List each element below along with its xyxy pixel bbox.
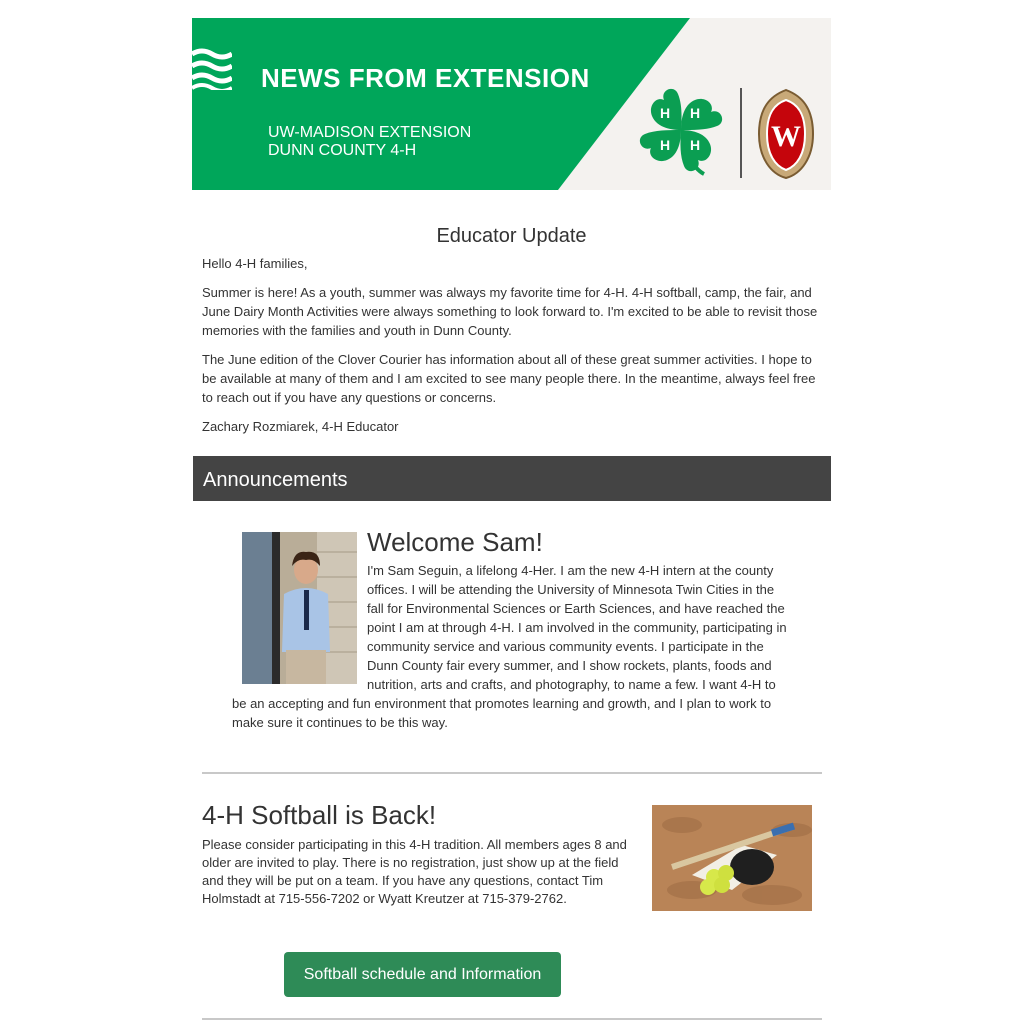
softball-text: Please consider participating in this 4-H tradition. All members ages 8 and older are invited to play. There is no registration, just show up at the field and they will be put on a team. If you have any questions, contact Tim Holmstadt at 715-556-7202 or Wyatt Kreutzer at 715-379-2762. bbox=[202, 837, 627, 906]
header-banner bbox=[192, 18, 831, 190]
4h-clover-logo bbox=[638, 86, 724, 178]
welcome-title: Welcome Sam! bbox=[367, 527, 543, 557]
banner-green-panel bbox=[192, 18, 831, 190]
svg-text:H: H bbox=[690, 105, 701, 121]
softball-title: 4-H Softball is Back! bbox=[202, 800, 437, 830]
welcome-text: I'm Sam Seguin, a lifelong 4-Her. I am the new 4-H intern at the county offices. I will be attending the University of Minnesota Twin Cities in the fall for Environmental Sciences or Earth Sciences, and have reached the point I am at through 4-H. I am involved in the community, participating in community service and various community events. I participate in the Dunn County fair every summer, and I show rockets, plants, foods and nutrition, arts and crafts, and photography, to name a few. I want 4-H to be an accepting and fun environment that promotes learning and growth, and I plan to work to make sure it continues to be this way. bbox=[232, 563, 787, 730]
banner-subtitle-line2: DUNN COUNTY 4-H bbox=[268, 142, 417, 159]
educator-update-title: Educator Update bbox=[436, 225, 587, 247]
photo-spacer bbox=[232, 561, 367, 694]
educator-signature: Zachary Rozmiarek, 4-H Educator bbox=[202, 419, 399, 434]
softball-schedule-button[interactable]: Softball schedule and Information bbox=[284, 952, 561, 997]
section-divider-1 bbox=[202, 772, 822, 774]
educator-paragraph-1: Summer is here! As a youth, summer was always my favorite time for 4-H. 4-H softball, camp, the fair, and June Dairy Month Activities were always something to look forward to. I'm excited to be able to revisit those memories with the families and youth in Dunn County. bbox=[202, 285, 818, 338]
greeting: Hello 4-H families, bbox=[202, 256, 308, 271]
svg-text:H: H bbox=[660, 105, 671, 121]
softball-photo bbox=[652, 805, 812, 911]
announcements-heading: Announcements bbox=[203, 469, 348, 491]
waves-icon bbox=[192, 48, 232, 90]
banner-title: NEWS FROM EXTENSION bbox=[261, 63, 590, 93]
welcome-text-block bbox=[232, 561, 792, 732]
uw-crest-logo bbox=[757, 88, 815, 180]
banner-subtitle bbox=[268, 124, 471, 160]
banner-subtitle-line1: UW-MADISON EXTENSION bbox=[268, 124, 472, 141]
announcements-bar bbox=[193, 456, 831, 501]
logo-divider bbox=[740, 88, 742, 178]
svg-text:H: H bbox=[690, 137, 701, 153]
svg-text:H: H bbox=[660, 137, 671, 153]
educator-paragraph-2: The June edition of the Clover Courier has information about all of these great summer activities. I hope to be available at many of them and I am excited to see many people there. In the meantime, always feel free to reach out if you have any questions or concerns. bbox=[202, 352, 816, 405]
svg-text:W: W bbox=[771, 120, 801, 153]
section-divider-2 bbox=[202, 1018, 822, 1020]
